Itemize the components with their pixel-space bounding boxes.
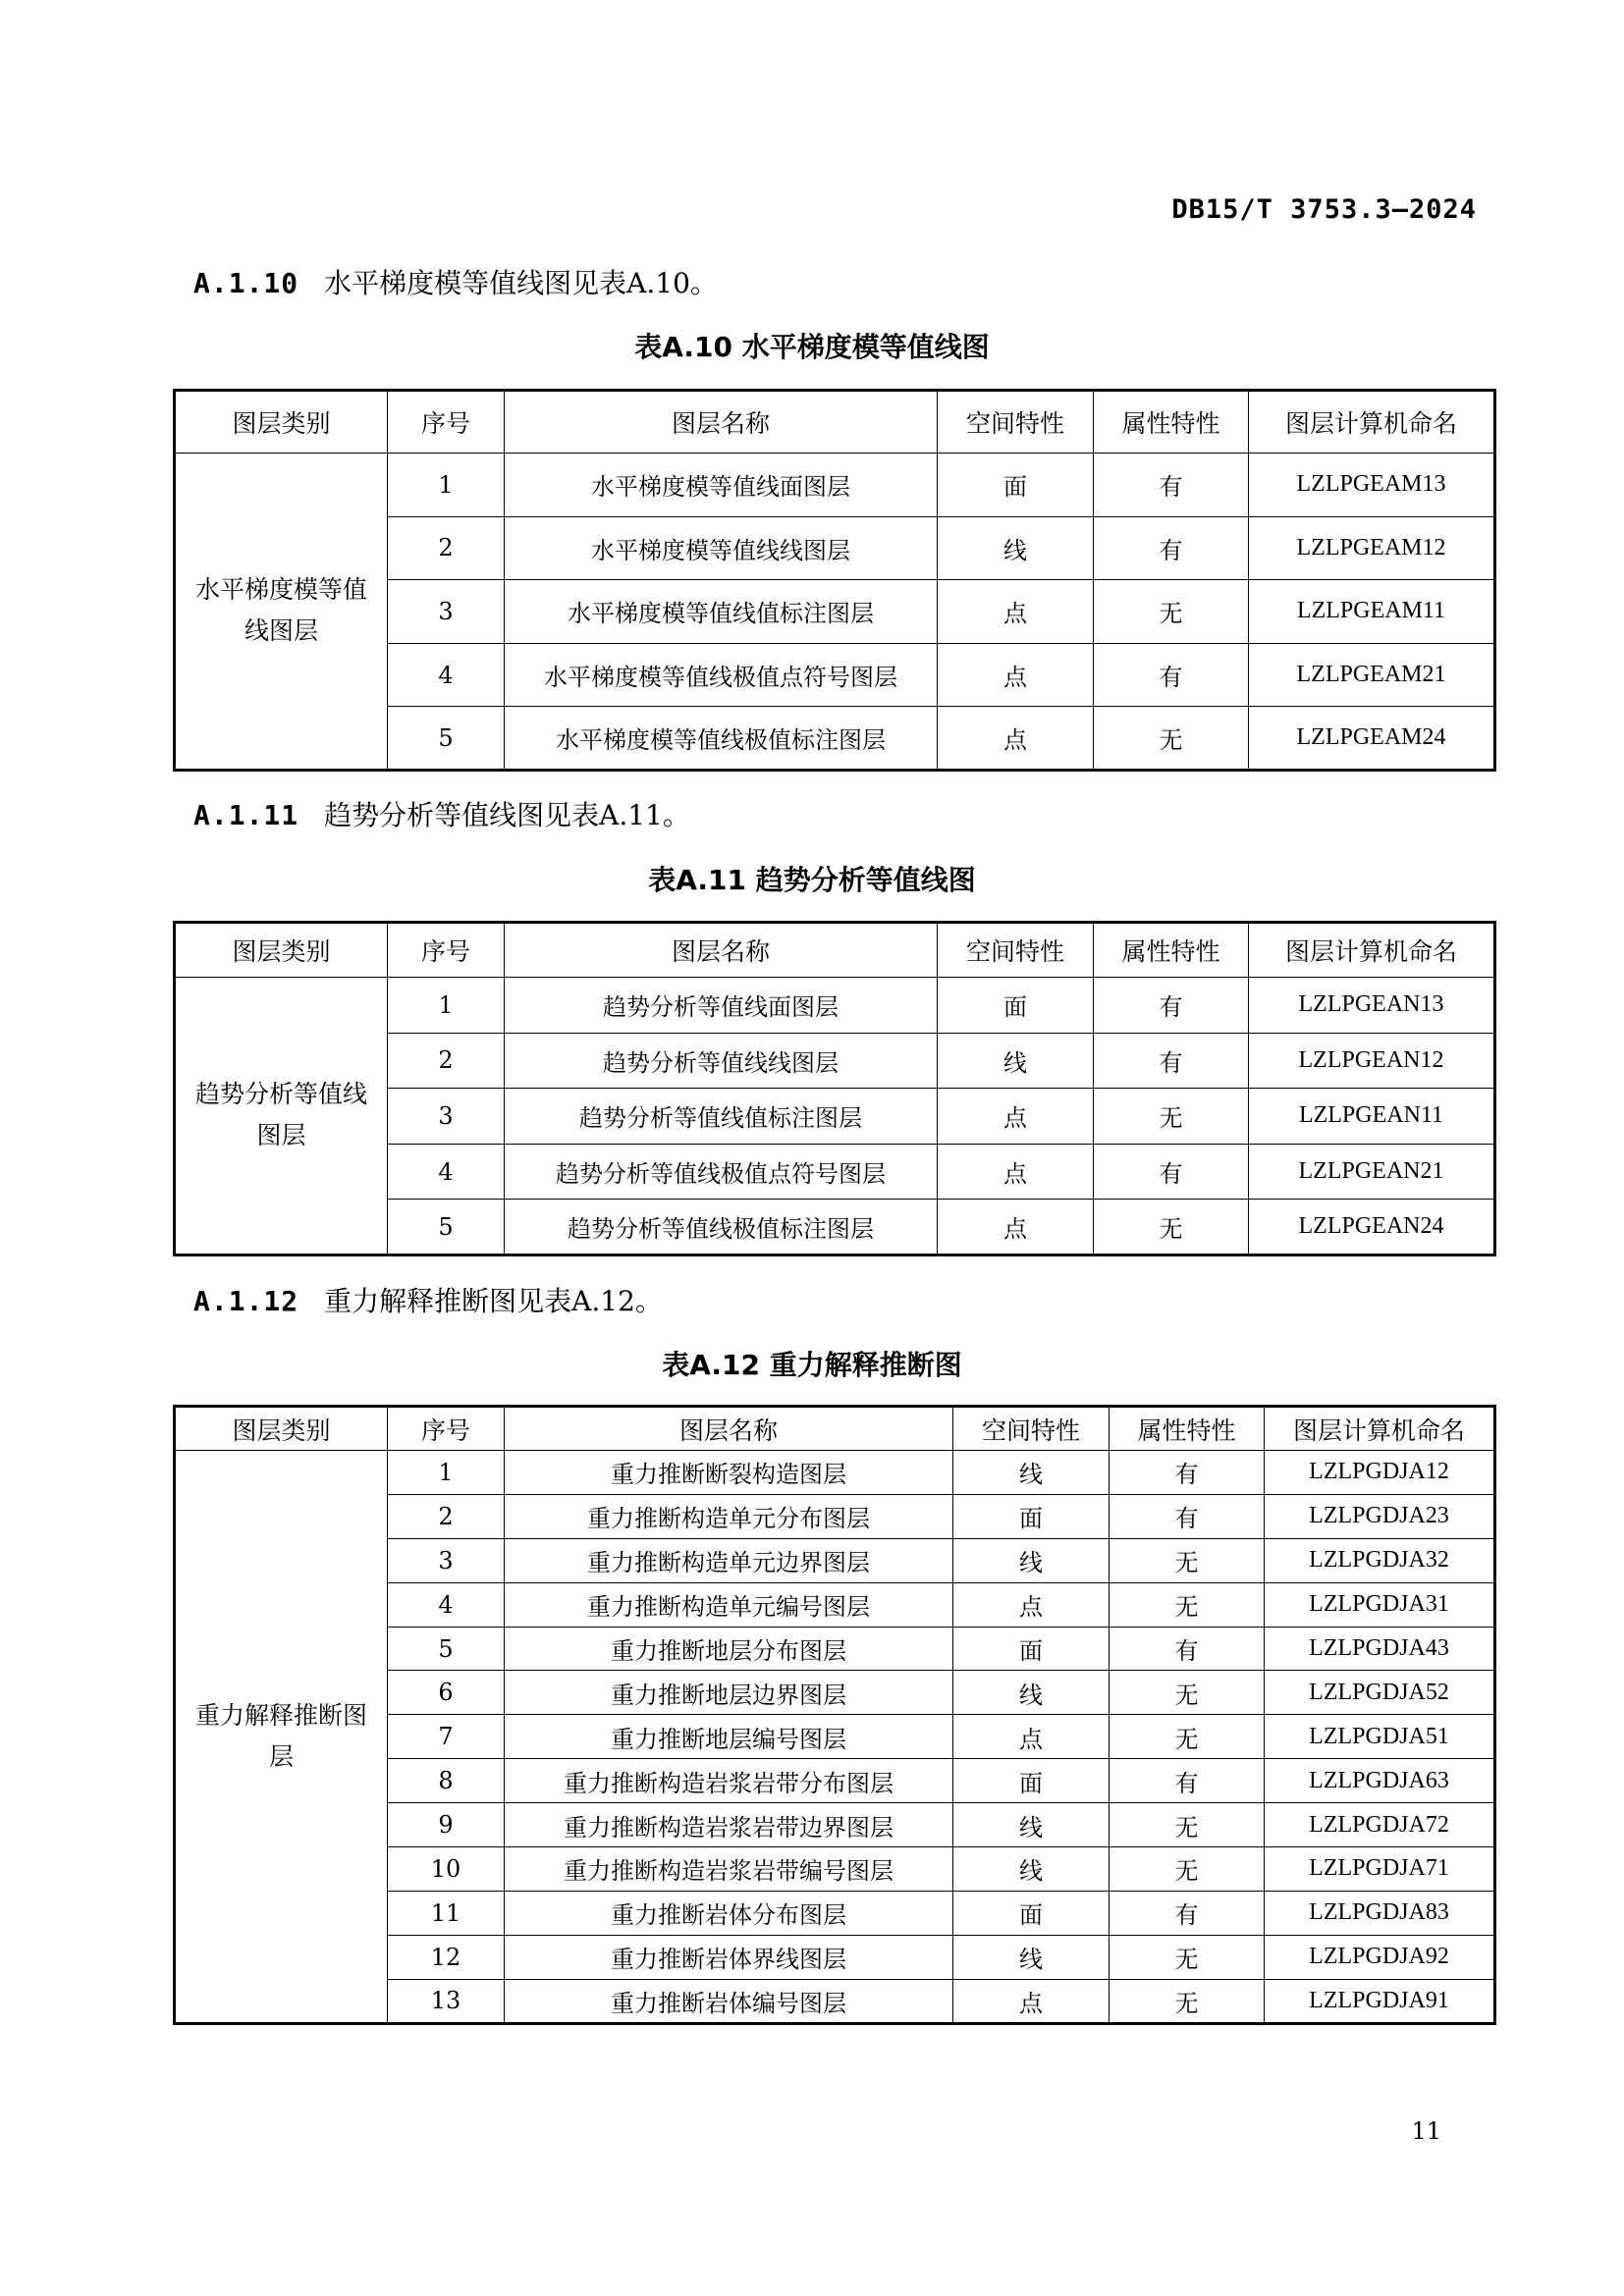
column-header: 序号 [388, 391, 505, 454]
layer-name-cell: 水平梯度模等值线线图层 [505, 516, 938, 580]
layer-code-cell: LZLPGEAM12 [1249, 516, 1495, 580]
column-header: 序号 [388, 1407, 505, 1451]
attribute-cell: 有 [1094, 1144, 1249, 1200]
attribute-cell: 有 [1094, 454, 1249, 517]
layer-code-cell: LZLPGEAM24 [1249, 707, 1495, 771]
layer-code-cell: LZLPGDJA91 [1265, 1979, 1495, 2023]
row-number-cell: 4 [388, 643, 505, 707]
layer-code-cell: LZLPGDJA32 [1265, 1538, 1495, 1582]
row-number-cell: 3 [388, 580, 505, 644]
layer-name-cell: 水平梯度模等值线极值点符号图层 [505, 643, 938, 707]
attribute-cell: 无 [1110, 1803, 1265, 1847]
attribute-cell: 有 [1094, 516, 1249, 580]
attribute-cell: 无 [1110, 1979, 1265, 2023]
row-number-cell: 2 [388, 1494, 505, 1538]
row-number-cell: 7 [388, 1715, 505, 1759]
layer-code-cell: LZLPGDJA71 [1265, 1847, 1495, 1892]
layer-name-cell: 重力推断岩体分布图层 [505, 1891, 953, 1935]
attribute-cell: 有 [1094, 978, 1249, 1034]
table-header-row [175, 923, 1495, 978]
column-header: 图层名称 [505, 1407, 953, 1451]
spatial-type-cell: 线 [938, 516, 1094, 580]
layer-code-cell: LZLPGDJA63 [1265, 1759, 1495, 1803]
row-number-cell: 3 [388, 1089, 505, 1145]
layer-code-cell: LZLPGDJA51 [1265, 1715, 1495, 1759]
layer-name-cell: 重力推断构造岩浆岩带边界图层 [505, 1803, 953, 1847]
layer-code-cell: LZLPGEAN13 [1249, 978, 1495, 1034]
column-header: 图层名称 [505, 391, 938, 454]
layer-code-cell: LZLPGEAN24 [1249, 1200, 1495, 1255]
spatial-type-cell: 线 [953, 1538, 1110, 1582]
layer-name-cell: 重力推断断裂构造图层 [505, 1451, 953, 1495]
layer-name-cell: 趋势分析等值线极值点符号图层 [505, 1144, 938, 1200]
attribute-cell: 无 [1110, 1935, 1265, 1979]
layer-code-cell: LZLPGDJA92 [1265, 1935, 1495, 1979]
column-header: 序号 [388, 923, 505, 978]
layer-code-cell: LZLPGDJA31 [1265, 1582, 1495, 1627]
row-number-cell: 6 [388, 1671, 505, 1715]
clause-a-1-11 [193, 799, 690, 832]
column-header: 属性特性 [1094, 391, 1249, 454]
column-header: 属性特性 [1110, 1407, 1265, 1451]
layer-name-cell: 重力推断地层编号图层 [505, 1715, 953, 1759]
spatial-type-cell: 面 [953, 1627, 1110, 1671]
row-number-cell: 5 [388, 1200, 505, 1255]
attribute-cell: 无 [1110, 1671, 1265, 1715]
attribute-cell: 有 [1110, 1494, 1265, 1538]
spatial-type-cell: 点 [938, 1144, 1094, 1200]
layer-name-cell: 水平梯度模等值线极值标注图层 [505, 707, 938, 771]
column-header: 图层类别 [175, 1407, 388, 1451]
attribute-cell: 有 [1094, 1033, 1249, 1089]
column-header: 图层类别 [175, 391, 388, 454]
attribute-cell: 无 [1094, 1089, 1249, 1145]
row-number-cell: 5 [388, 707, 505, 771]
attribute-cell: 有 [1094, 643, 1249, 707]
spatial-type-cell: 线 [953, 1803, 1110, 1847]
row-number-cell: 1 [388, 978, 505, 1034]
row-number-cell: 4 [388, 1144, 505, 1200]
spatial-type-cell: 面 [953, 1494, 1110, 1538]
document-code: DB15/T 3753.3—2024 [1171, 194, 1477, 225]
table-header-row [175, 391, 1495, 454]
attribute-cell: 无 [1094, 1200, 1249, 1255]
table-a-11 [173, 921, 1496, 1256]
spatial-type-cell: 线 [953, 1671, 1110, 1715]
column-header: 空间特性 [953, 1407, 1110, 1451]
column-header: 图层名称 [505, 923, 938, 978]
row-number-cell: 2 [388, 1033, 505, 1089]
row-number-cell: 9 [388, 1803, 505, 1847]
spatial-type-cell: 点 [953, 1582, 1110, 1627]
layer-code-cell: LZLPGDJA72 [1265, 1803, 1495, 1847]
row-number-cell: 5 [388, 1627, 505, 1671]
table-a-12 [173, 1405, 1496, 2025]
layer-name-cell: 重力推断构造单元边界图层 [505, 1538, 953, 1582]
spatial-type-cell: 点 [953, 1715, 1110, 1759]
layer-code-cell: LZLPGEAM11 [1249, 580, 1495, 644]
table-row [175, 1451, 1495, 1495]
attribute-cell: 有 [1110, 1891, 1265, 1935]
layer-name-cell: 重力推断构造单元分布图层 [505, 1494, 953, 1538]
spatial-type-cell: 点 [953, 1979, 1110, 2023]
column-header: 图层计算机命名 [1265, 1407, 1495, 1451]
column-header: 图层计算机命名 [1249, 391, 1495, 454]
layer-category-cell: 趋势分析等值线图层 [175, 978, 388, 1255]
spatial-type-cell: 线 [953, 1935, 1110, 1979]
attribute-cell: 无 [1110, 1715, 1265, 1759]
column-header: 空间特性 [938, 923, 1094, 978]
attribute-cell: 无 [1094, 707, 1249, 771]
layer-name-cell: 重力推断地层分布图层 [505, 1627, 953, 1671]
table-title: 表A.12 重力解释推断图 [662, 1349, 962, 1381]
row-number-cell: 11 [388, 1891, 505, 1935]
clause-number: A.1.10 [193, 267, 299, 299]
layer-name-cell: 重力推断岩体编号图层 [505, 1979, 953, 2023]
table-row [175, 978, 1495, 1034]
column-header: 属性特性 [1094, 923, 1249, 978]
layer-code-cell: LZLPGDJA52 [1265, 1671, 1495, 1715]
layer-name-cell: 重力推断构造单元编号图层 [505, 1582, 953, 1627]
layer-code-cell: LZLPGDJA12 [1265, 1451, 1495, 1495]
clause-text: 重力解释推断图见表A.12。 [324, 1285, 663, 1317]
row-number-cell: 3 [388, 1538, 505, 1582]
layer-name-cell: 水平梯度模等值线面图层 [505, 454, 938, 517]
attribute-cell: 无 [1110, 1538, 1265, 1582]
attribute-cell: 无 [1110, 1582, 1265, 1627]
attribute-cell: 无 [1094, 580, 1249, 644]
layer-code-cell: LZLPGEAM21 [1249, 643, 1495, 707]
column-header: 图层类别 [175, 923, 388, 978]
spatial-type-cell: 线 [953, 1847, 1110, 1892]
layer-name-cell: 趋势分析等值线值标注图层 [505, 1089, 938, 1145]
layer-category-cell: 水平梯度模等值线图层 [175, 454, 388, 771]
spatial-type-cell: 点 [938, 707, 1094, 771]
attribute-cell: 有 [1110, 1627, 1265, 1671]
column-header: 图层计算机命名 [1249, 923, 1495, 978]
spatial-type-cell: 点 [938, 643, 1094, 707]
clause-text: 水平梯度模等值线图见表A.10。 [324, 267, 718, 299]
spatial-type-cell: 面 [953, 1759, 1110, 1803]
table-a-10 [173, 389, 1496, 772]
layer-category-cell: 重力解释推断图层 [175, 1451, 388, 2024]
clause-text: 趋势分析等值线图见表A.11。 [324, 799, 690, 831]
spatial-type-cell: 点 [938, 1089, 1094, 1145]
row-number-cell: 4 [388, 1582, 505, 1627]
layer-code-cell: LZLPGEAN21 [1249, 1144, 1495, 1200]
row-number-cell: 13 [388, 1979, 505, 2023]
page-number: 11 [1411, 2117, 1441, 2145]
layer-name-cell: 重力推断岩体界线图层 [505, 1935, 953, 1979]
row-number-cell: 10 [388, 1847, 505, 1892]
spatial-type-cell: 点 [938, 1200, 1094, 1255]
attribute-cell: 无 [1110, 1847, 1265, 1892]
clause-number: A.1.12 [193, 1285, 299, 1317]
attribute-cell: 有 [1110, 1759, 1265, 1803]
layer-name-cell: 趋势分析等值线极值标注图层 [505, 1200, 938, 1255]
spatial-type-cell: 面 [953, 1891, 1110, 1935]
row-number-cell: 1 [388, 454, 505, 517]
table-title: 表A.10 水平梯度模等值线图 [634, 331, 990, 363]
spatial-type-cell: 线 [953, 1451, 1110, 1495]
table-title: 表A.11 趋势分析等值线图 [648, 864, 976, 896]
layer-code-cell: LZLPGDJA83 [1265, 1891, 1495, 1935]
layer-name-cell: 重力推断构造岩浆岩带分布图层 [505, 1759, 953, 1803]
column-header: 空间特性 [938, 391, 1094, 454]
table-header-row [175, 1407, 1495, 1451]
spatial-type-cell: 点 [938, 580, 1094, 644]
layer-name-cell: 水平梯度模等值线值标注图层 [505, 580, 938, 644]
clause-number: A.1.11 [193, 799, 299, 831]
layer-code-cell: LZLPGDJA43 [1265, 1627, 1495, 1671]
layer-name-cell: 重力推断地层边界图层 [505, 1671, 953, 1715]
layer-name-cell: 趋势分析等值线面图层 [505, 978, 938, 1034]
clause-a-1-12 [193, 1285, 663, 1318]
layer-code-cell: LZLPGEAN12 [1249, 1033, 1495, 1089]
spatial-type-cell: 线 [938, 1033, 1094, 1089]
layer-name-cell: 重力推断构造岩浆岩带编号图层 [505, 1847, 953, 1892]
row-number-cell: 2 [388, 516, 505, 580]
clause-a-1-10 [193, 267, 718, 300]
table-row [175, 454, 1495, 517]
row-number-cell: 8 [388, 1759, 505, 1803]
row-number-cell: 12 [388, 1935, 505, 1979]
layer-name-cell: 趋势分析等值线线图层 [505, 1033, 938, 1089]
attribute-cell: 有 [1110, 1451, 1265, 1495]
spatial-type-cell: 面 [938, 978, 1094, 1034]
layer-code-cell: LZLPGEAN11 [1249, 1089, 1495, 1145]
row-number-cell: 1 [388, 1451, 505, 1495]
layer-code-cell: LZLPGDJA23 [1265, 1494, 1495, 1538]
spatial-type-cell: 面 [938, 454, 1094, 517]
layer-code-cell: LZLPGEAM13 [1249, 454, 1495, 517]
